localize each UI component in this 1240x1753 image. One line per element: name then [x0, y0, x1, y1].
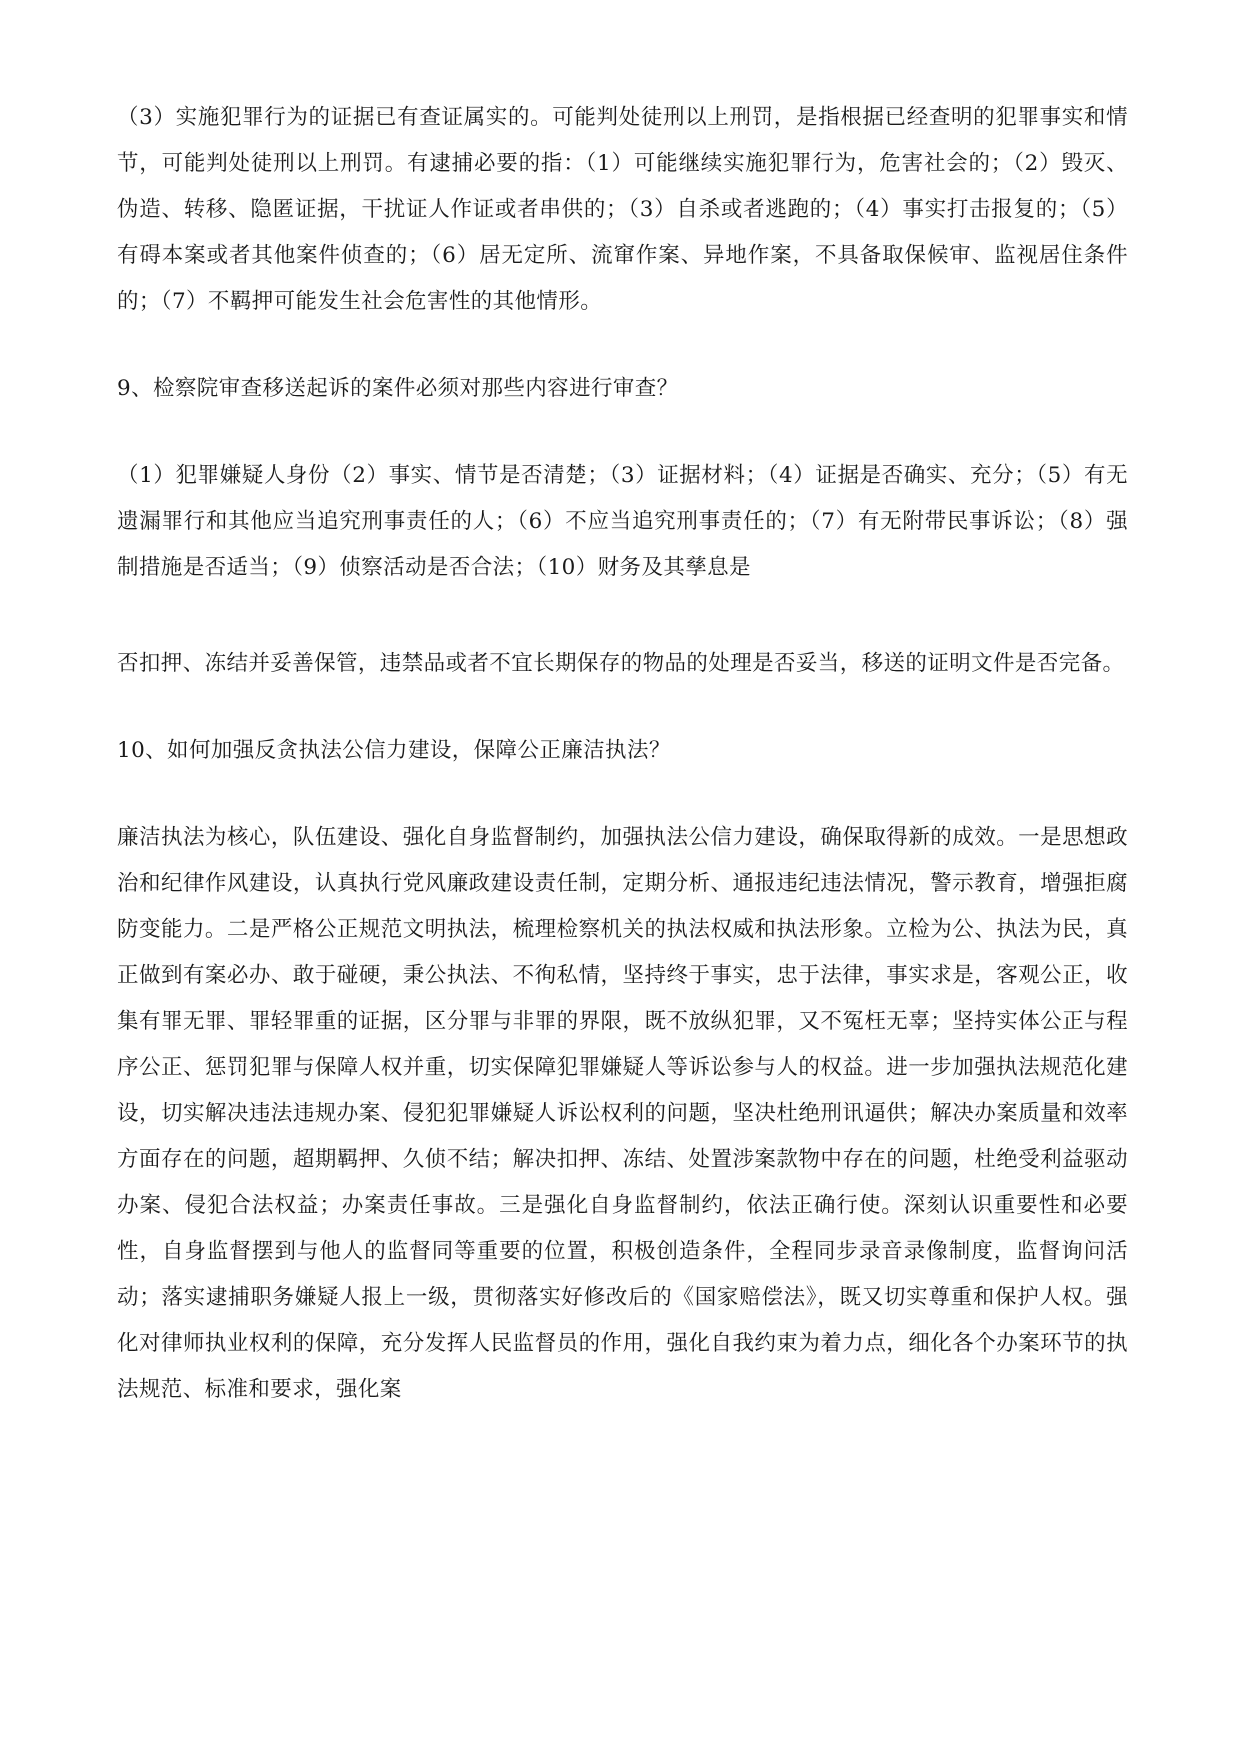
answer-9-part-1: （1）犯罪嫌疑人身份（2）事实、情节是否清楚；（3）证据材料；（4）证据是否确实、充分；（5）有无遗漏罪行和其他应当追究刑事责任的人；（6）不应当追究刑事责任的；（7）有无附带民事诉讼；（8）强制措施是否适当；（9）侦察活动是否合法；（10）财务及其孳息是	[117, 463, 1128, 580]
question-10-heading: 10、如何加强反贪执法公信力建设，保障公正廉洁执法？	[117, 738, 671, 763]
question-9-heading: 9、检察院审查移送起诉的案件必须对那些内容进行审查？	[117, 376, 679, 401]
answer-10: 廉洁执法为核心，队伍建设、强化自身监督制约，加强执法公信力建设，确保取得新的成效。一是思想政治和纪律作风建设，认真执行党风廉政建设责任制，定期分析、通报违纪违法情况，警示教育，增强拒腐防变能力。二是严格公正规范文明执法，梳理检察机关的执法权威和执法形象。立检为公、执法为民，真正做到有案必办、敢于碰硬，秉公执法、不徇私情，坚持终于事实，忠于法律，事实求是，客观公正，收集有罪无罪、罪轻罪重的证据，区分罪与非罪的界限，既不放纵犯罪，又不冤枉无辜；坚持实体公正与程序公正、惩罚犯罪与保障人权并重，切实保障犯罪嫌疑人等诉讼参与人的权益。进一步加强执法规范化建设，切实解决违法违规办案、侵犯犯罪嫌疑人诉讼权利的问题，坚决杜绝刑讯逼供；解决办案质量和效率方面存在的问题，超期羁押、久侦不结；解决扣押、冻结、处置涉案款物中存在的问题，杜绝受利益驱动办案、侵犯合法权益；办案责任事故。三是强化自身监督制约，依法正确行使。深刻认识重要性和必要性，自身监督摆到与他人的监督同等重要的位置，积极创造条件，全程同步录音录像制度，监督询问活动；落实逮捕职务嫌疑人报上一级，贯彻落实好修改后的《国家赔偿法》，既又切实尊重和保护人权。强化对律师执业权利的保障，充分发挥人民监督员的作用，强化自我约束为着力点，细化各个办案环节的执法规范、标准和要求，强化案	[117, 825, 1128, 1402]
answer-9-part-2: 否扣押、冻结并妥善保管，违禁品或者不宜长期保存的物品的处理是否妥当，移送的证明文件是否完备。	[117, 651, 1125, 676]
answer-8-continuation: （3）实施犯罪行为的证据已有查证属实的。可能判处徒刑以上刑罚，是指根据已经查明的犯罪事实和情节，可能判处徒刑以上刑罚。有逮捕必要的指：（1）可能继续实施犯罪行为，危害社会的；（2）毁灭、伪造、转移、隐匿证据，干扰证人作证或者串供的；（3）自杀或者逃跑的；（4）事实打击报复的；（5）有碍本案或者其他案件侦查的；（6）居无定所、流窜作案、异地作案，不具备取保候审、监视居住条件的；（7）不羁押可能发生社会危害性的其他情形。	[117, 105, 1128, 314]
